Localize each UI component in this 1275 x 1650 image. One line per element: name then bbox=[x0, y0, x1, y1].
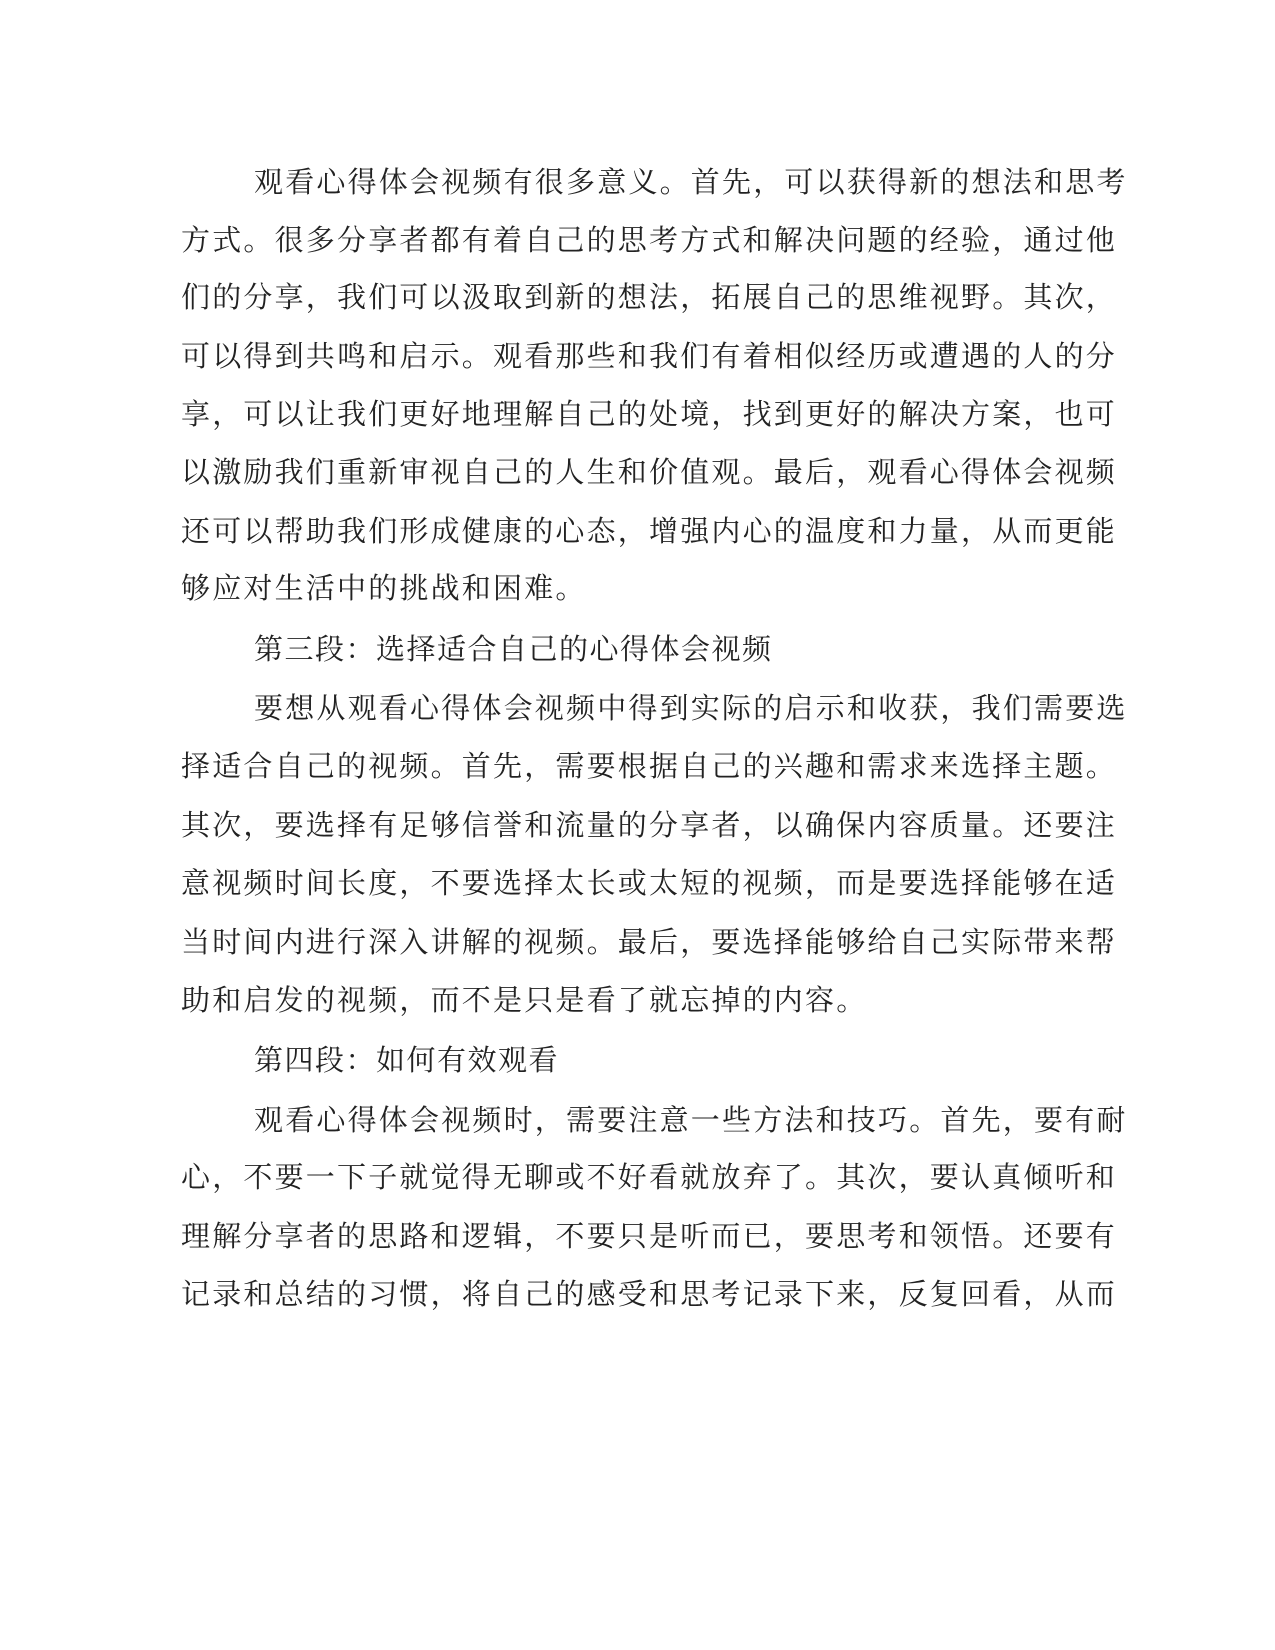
paragraph-line: 以激励我们重新审视自己的人生和价值观。最后，观看心得体会视频 bbox=[181, 455, 1118, 489]
paragraph-line: 记录和总结的习惯，将自己的感受和思考记录下来，反复回看，从而 bbox=[181, 1277, 1118, 1311]
section-heading-3: 第三段：选择适合自己的心得体会视频 bbox=[254, 632, 773, 666]
section-heading-4: 第四段：如何有效观看 bbox=[254, 1043, 560, 1077]
paragraph-line: 要想从观看心得体会视频中得到实际的启示和收获，我们需要选 bbox=[254, 691, 1128, 725]
paragraph-line: 观看心得体会视频时，需要注意一些方法和技巧。首先，要有耐 bbox=[254, 1103, 1128, 1137]
paragraph-line: 择适合自己的视频。首先，需要根据自己的兴趣和需求来选择主题。 bbox=[181, 749, 1118, 783]
paragraph-line: 意视频时间长度，不要选择太长或太短的视频，而是要选择能够在适 bbox=[181, 866, 1118, 900]
paragraph-line: 理解分享者的思路和逻辑，不要只是听而已，要思考和领悟。还要有 bbox=[181, 1219, 1118, 1253]
paragraph-line: 助和启发的视频，而不是只是看了就忘掉的内容。 bbox=[181, 983, 868, 1017]
paragraph-line: 方式。很多分享者都有着自己的思考方式和解决问题的经验，通过他 bbox=[181, 223, 1118, 257]
paragraph-line: 够应对生活中的挑战和困难。 bbox=[181, 571, 587, 605]
paragraph-line: 们的分享，我们可以汲取到新的想法，拓展自己的思维视野。其次， bbox=[181, 280, 1118, 314]
paragraph-line: 还可以帮助我们形成健康的心态，增强内心的温度和力量，从而更能 bbox=[181, 514, 1118, 548]
paragraph-line: 当时间内进行深入讲解的视频。最后，要选择能够给自己实际带来帮 bbox=[181, 925, 1118, 959]
paragraph-line: 观看心得体会视频有很多意义。首先，可以获得新的想法和思考 bbox=[254, 165, 1128, 199]
paragraph-line: 享，可以让我们更好地理解自己的处境，找到更好的解决方案，也可 bbox=[181, 397, 1118, 431]
paragraph-line: 可以得到共鸣和启示。观看那些和我们有着相似经历或遭遇的人的分 bbox=[181, 339, 1118, 373]
paragraph-line: 心，不要一下子就觉得无聊或不好看就放弃了。其次，要认真倾听和 bbox=[181, 1160, 1118, 1194]
paragraph-line: 其次，要选择有足够信誉和流量的分享者，以确保内容质量。还要注 bbox=[181, 808, 1118, 842]
